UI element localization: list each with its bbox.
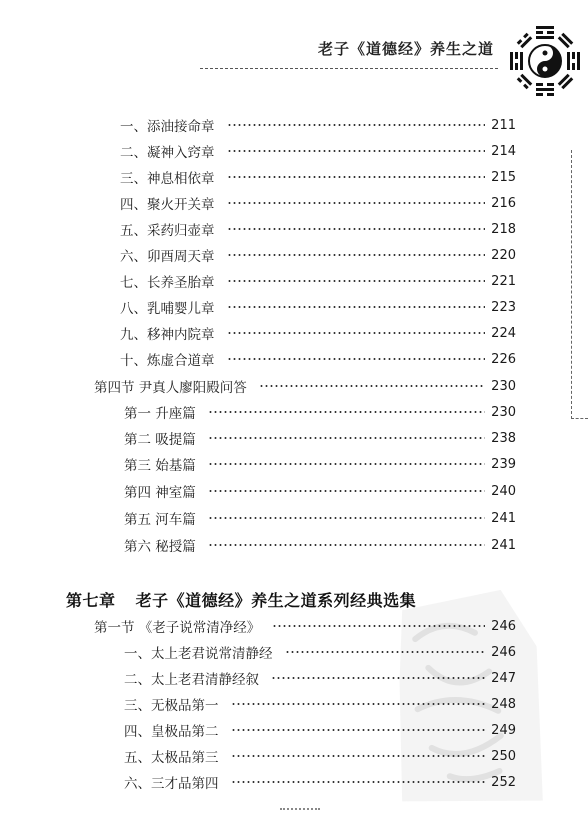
entry-title: 第三 始基篇 xyxy=(124,458,196,474)
page-number: 220 xyxy=(491,247,516,263)
dot-leader xyxy=(208,411,485,413)
dot-leader xyxy=(227,332,486,334)
dot-leader xyxy=(231,729,486,731)
page-number: 240 xyxy=(491,483,516,499)
toc-entry[interactable] xyxy=(124,720,516,740)
entry-title: 十、炼虚合道章 xyxy=(120,353,215,369)
page-number: 218 xyxy=(491,221,516,237)
toc-entry[interactable] xyxy=(120,297,516,317)
dot-leader xyxy=(227,306,486,308)
toc-entry[interactable] xyxy=(124,402,516,422)
dot-leader xyxy=(231,781,486,783)
toc-entry[interactable] xyxy=(120,193,516,213)
chapter-title: 老子《道德经》养生之道系列经典选集 xyxy=(135,591,417,610)
entry-title: 第二 吸提篇 xyxy=(124,432,196,448)
entry-title: 第四 神室篇 xyxy=(124,485,196,501)
margin-bracket xyxy=(571,150,588,419)
entry-title: 九、移神内院章 xyxy=(120,327,215,343)
entry-title: 二、太上老君清静经叙 xyxy=(124,672,259,688)
toc-entry[interactable] xyxy=(120,219,516,239)
toc-entry[interactable] xyxy=(124,428,516,448)
entry-title: 四、聚火开关章 xyxy=(120,197,215,213)
page-number: 216 xyxy=(491,195,516,211)
dot-leader xyxy=(227,358,486,360)
entry-title: 一、添油接命章 xyxy=(120,119,215,135)
dot-leader xyxy=(271,677,485,679)
toc-entry[interactable] xyxy=(120,115,516,135)
entry-title: 第五 河车篇 xyxy=(124,512,196,528)
page-number: 247 xyxy=(491,670,516,686)
entry-title: 三、神息相依章 xyxy=(120,171,215,187)
dot-leader xyxy=(227,202,486,204)
toc-entry[interactable] xyxy=(124,642,516,662)
entry-title: 五、太极品第三 xyxy=(124,750,219,766)
toc-entry[interactable] xyxy=(120,245,516,265)
running-header-title: 老子《道德经》养生之道 xyxy=(317,40,494,58)
footer-dots xyxy=(280,808,320,814)
toc-entry[interactable] xyxy=(120,141,516,161)
page-number: 239 xyxy=(491,456,516,472)
toc-entry[interactable] xyxy=(124,694,516,714)
entry-title: 六、卯酉周天章 xyxy=(120,249,215,265)
toc-entry[interactable] xyxy=(124,481,516,501)
page-number: 230 xyxy=(491,404,516,420)
toc-entry[interactable] xyxy=(124,668,516,688)
page-number: 211 xyxy=(491,117,516,133)
entry-title: 七、长养圣胎章 xyxy=(120,275,215,291)
header-dashed-rule xyxy=(200,68,498,69)
chapter-number: 第七章 xyxy=(66,591,116,610)
dot-leader xyxy=(227,228,486,230)
toc-entry[interactable] xyxy=(120,271,516,291)
section-title: 第四节 尹真人廖阳殿问答 xyxy=(94,380,247,396)
dot-leader xyxy=(285,651,486,653)
page-number: 246 xyxy=(491,644,516,660)
chapter-heading[interactable] xyxy=(66,588,416,611)
dot-leader xyxy=(231,755,486,757)
page-number: 223 xyxy=(491,299,516,315)
toc-entry[interactable] xyxy=(120,167,516,187)
page-number: 252 xyxy=(491,774,516,790)
dot-leader xyxy=(227,254,486,256)
page-number: 248 xyxy=(491,696,516,712)
dot-leader xyxy=(272,625,485,627)
dot-leader xyxy=(208,490,485,492)
page-number: 224 xyxy=(491,325,516,341)
dot-leader xyxy=(227,280,486,282)
dot-leader xyxy=(227,176,486,178)
toc-entry[interactable] xyxy=(124,508,516,528)
entry-title: 第一 升座篇 xyxy=(124,406,196,422)
entry-title: 四、皇极品第二 xyxy=(124,724,219,740)
toc-entry[interactable] xyxy=(124,535,516,555)
dot-leader xyxy=(259,385,485,387)
page-number: 238 xyxy=(491,430,516,446)
page-number: 221 xyxy=(491,273,516,289)
toc-section-entry[interactable] xyxy=(94,376,516,396)
bagua-taiji-icon xyxy=(508,24,582,98)
toc-entry[interactable] xyxy=(124,772,516,792)
page-number: 226 xyxy=(491,351,516,367)
dot-leader xyxy=(208,437,485,439)
dot-leader xyxy=(208,544,485,546)
dot-leader xyxy=(208,517,485,519)
toc-entry[interactable] xyxy=(124,454,516,474)
toc-entry[interactable] xyxy=(120,323,516,343)
entry-title: 二、凝神入窍章 xyxy=(120,145,215,161)
page-number: 250 xyxy=(491,748,516,764)
page-number: 214 xyxy=(491,143,516,159)
toc-entry[interactable] xyxy=(120,349,516,369)
page-number: 241 xyxy=(491,510,516,526)
section-title: 第一节 《老子说常清净经》 xyxy=(94,620,261,636)
dot-leader xyxy=(208,463,485,465)
entry-title: 第六 秘授篇 xyxy=(124,539,196,555)
entry-title: 八、乳哺婴儿章 xyxy=(120,301,215,317)
entry-title: 一、太上老君说常清静经 xyxy=(124,646,273,662)
entry-title: 六、三才品第四 xyxy=(124,776,219,792)
page-number: 246 xyxy=(491,618,516,634)
dot-leader xyxy=(227,124,486,126)
toc-section-entry[interactable] xyxy=(94,616,516,636)
page-number: 215 xyxy=(491,169,516,185)
dot-leader xyxy=(227,150,486,152)
page-number: 249 xyxy=(491,722,516,738)
entry-title: 五、采药归壶章 xyxy=(120,223,215,239)
page-number: 241 xyxy=(491,537,516,553)
toc-entry[interactable] xyxy=(124,746,516,766)
dot-leader xyxy=(231,703,486,705)
page-number: 230 xyxy=(491,378,516,394)
entry-title: 三、无极品第一 xyxy=(124,698,219,714)
